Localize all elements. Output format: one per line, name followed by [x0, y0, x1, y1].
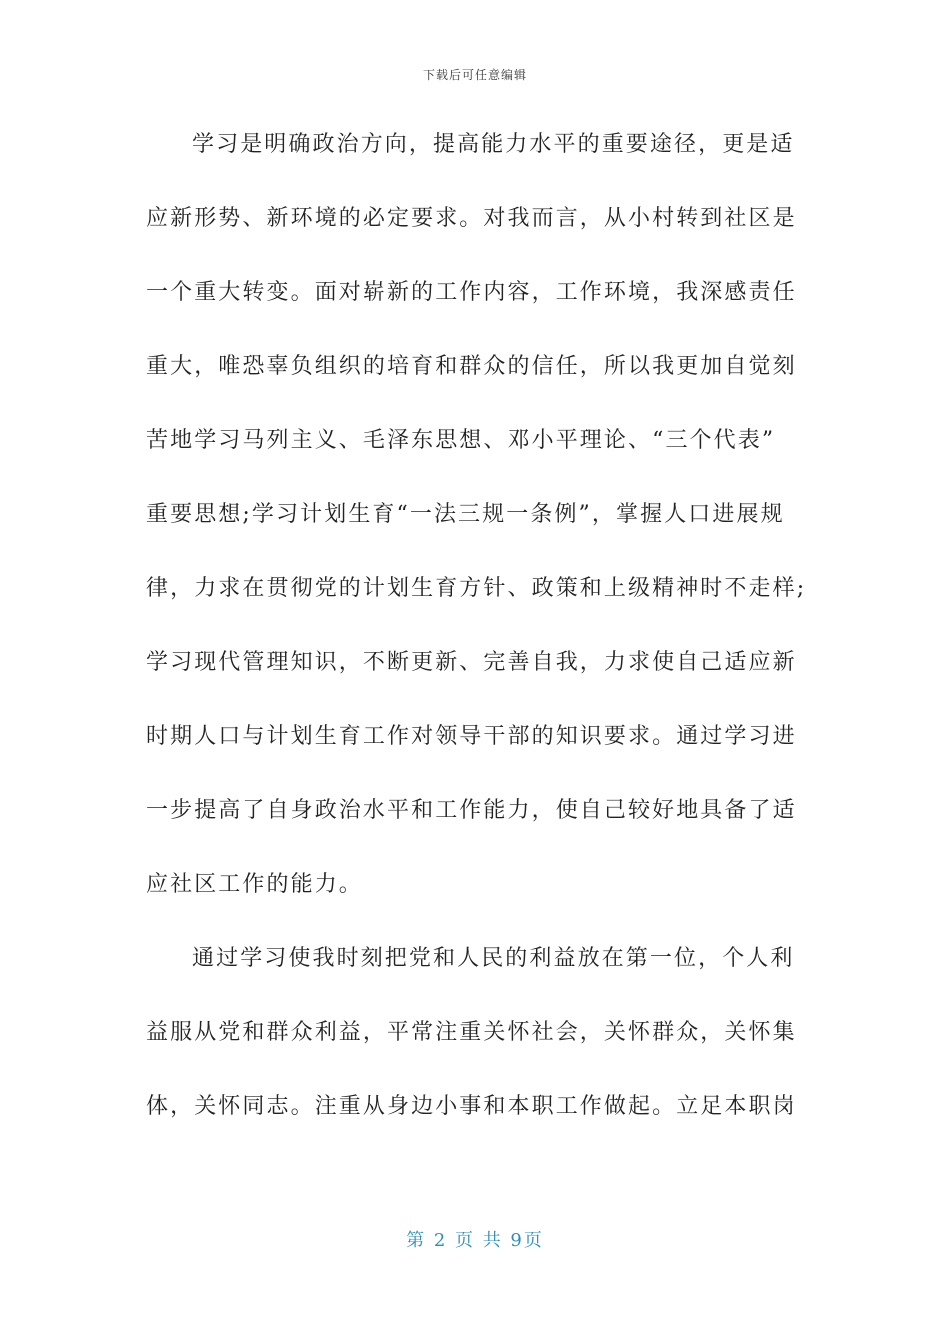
page-footer: 第 2 页 共 9页: [406, 1230, 544, 1251]
paragraph-1-line: 重要思想;学习计划生育“一法三规一条例”，掌握人口进展规: [146, 502, 785, 527]
document-body: [146, 118, 806, 1154]
paragraph-2-line: 体，关怀同志。注重从身边小事和本职工作做起。立足本职岗: [146, 1094, 797, 1119]
paragraph-2-line: 益服从党和群众利益，平常注重关怀社会，关怀群众，关怀集: [146, 1020, 797, 1045]
paragraph-1-line: 一步提高了自身政治水平和工作能力，使自己较好地具备了适: [146, 798, 797, 823]
paragraph-1-line: 重大，唯恐辜负组织的培育和群众的信任，所以我更加自觉刻: [146, 354, 797, 379]
paragraph-1-line: 律，力求在贯彻党的计划生育方针、政策和上级精神时不走样;: [146, 576, 807, 601]
paragraph-1-line: 时期人口与计划生育工作对领导干部的知识要求。通过学习进: [146, 724, 797, 749]
paragraph-1-line: 一个重大转变。面对崭新的工作内容，工作环境，我深感责任: [146, 280, 797, 305]
page-header: 下载后可任意编辑: [422, 68, 527, 82]
paragraph-1-line: 应社区工作的能力。: [146, 872, 363, 897]
paragraph-1-line: 学习是明确政治方向，提高能力水平的重要途径，更是适: [192, 132, 795, 157]
paragraph-1-line: 苦地学习马列主义、毛泽东思想、邓小平理论、“三个代表”: [146, 428, 776, 453]
paragraph-1-line: 应新形势、新环境的必定要求。对我而言，从小村转到社区是: [146, 206, 797, 231]
paragraph-1-line: 学习现代管理知识，不断更新、完善自我，力求使自己适应新: [146, 650, 797, 675]
paragraph-2-line: 通过学习使我时刻把党和人民的利益放在第一位，个人利: [192, 946, 795, 971]
